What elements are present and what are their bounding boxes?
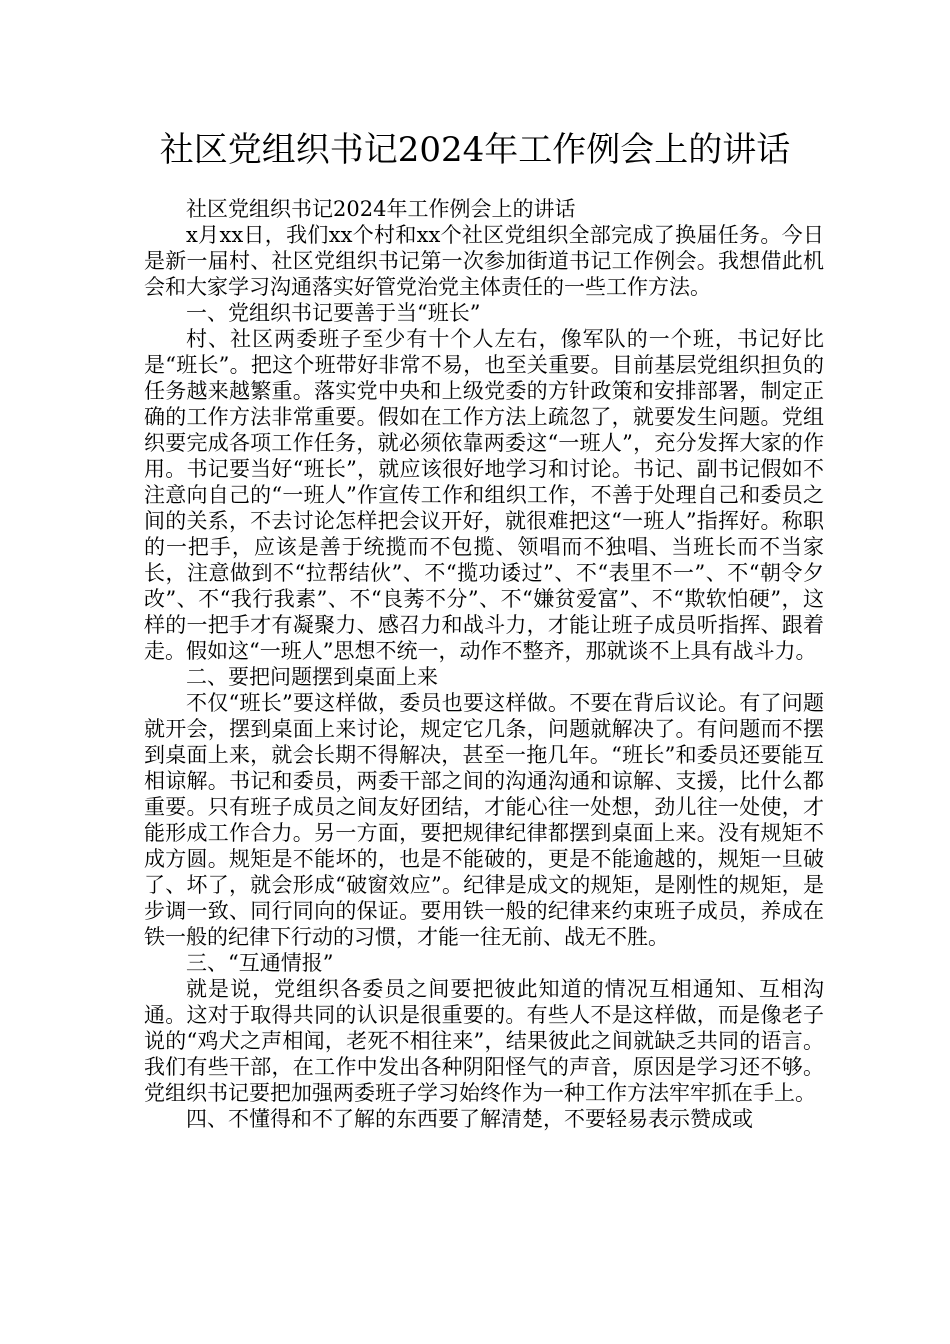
section-2-paragraph: 不仅“班长”要这样做，委员也要这样做。不要在背后议论。有了问题就开会，摆到桌面上来讨论，规定它几条，问题就解决了。有问题而不摆到桌面上来，就会长期不得解决，甚至一拖几年。“班长”和委员还要能互相谅解。书记和委员，两委干部之间的沟通沟通和谅解、支援，比什么都重要。只有班子成员之间友好团结，才能心往一处想，劲儿往一处使，才能形成工作合力。另一方面，要把规律纪律都摆到桌面上来。没有规矩不成方圆。规矩是不能坏的，也是不能破的，更是不能逾越的，规矩一旦破了、坏了，就会形成“破窗效应”。纪律是成文的规矩，是刚性的规矩，是步调一致、同行同向的保证。要用铁一般的纪律来约束班子成员，养成在铁一般的纪律下行动的习惯，才能一往无前、战无不胜。 bbox=[144, 691, 824, 949]
intro-paragraph: x月xx日，我们xx个村和xx个社区党组织全部完成了换届任务。今日是新一届村、社区党组织书记第一次参加街道书记工作例会。我想借此机会和大家学习沟通落实好管党治党主体责任的一些工作方法。 bbox=[144, 223, 824, 299]
document-subtitle: 社区党组织书记2024年工作例会上的讲话 bbox=[186, 197, 576, 221]
document-body bbox=[144, 196, 824, 1132]
section-4-heading: 四、不懂得和不了解的东西要了解清楚，不要轻易表示赞成或 bbox=[186, 1107, 753, 1131]
document-title: 社区党组织书记2024年工作例会上的讲话 bbox=[159, 130, 791, 170]
section-1-paragraph: 村、社区两委班子至少有十个人左右，像军队的一个班，书记好比是“班长”。把这个班带好非常不易，也至关重要。目前基层党组织担负的任务越来越繁重。落实党中央和上级党委的方针政策和安排部署，制定正确的工作方法非常重要。假如在工作方法上疏忽了，就要发生问题。党组织要完成各项工作任务，就必须依靠两委这“一班人”，充分发挥大家的作用。书记要当好“班长”，就应该很好地学习和讨论。书记、副书记假如不注意向自己的“一班人”作宣传工作和组织工作，不善于处理自己和委员之间的关系，不去讨论怎样把会议开好，就很难把这“一班人”指挥好。称职的一把手，应该是善于统揽而不包揽、领唱而不独唱、当班长而不当家长，注意做到不“拉帮结伙”、不“揽功诿过”、不“表里不一”、不“朝令夕改”、不“我行我素”、不“良莠不分”、不“嫌贫爱富”、不“欺软怕硬”，这样的一把手才有凝聚力、感召力和战斗力，才能让班子成员听指挥、跟着走。假如这“一班人”思想不统一，动作不整齐，那就谈不上具有战斗力。 bbox=[144, 327, 824, 663]
section-2-heading: 二、要把问题摆到桌面上来 bbox=[186, 665, 438, 689]
section-1-heading: 一、党组织书记要善于当“班长” bbox=[186, 301, 481, 325]
section-3-paragraph: 就是说，党组织各委员之间要把彼此知道的情况互相通知、互相沟通。这对于取得共同的认识是很重要的。有些人不是这样做，而是像老子说的“鸡犬之声相闻，老死不相往来”，结果彼此之间就缺乏共同的语言。我们有些干部，在工作中发出各种阴阳怪气的声音，原因是学习还不够。党组织书记要把加强两委班子学习始终作为一种工作方法牢牢抓在手上。 bbox=[144, 977, 824, 1105]
section-3-heading: 三、“互通情报” bbox=[186, 951, 334, 975]
